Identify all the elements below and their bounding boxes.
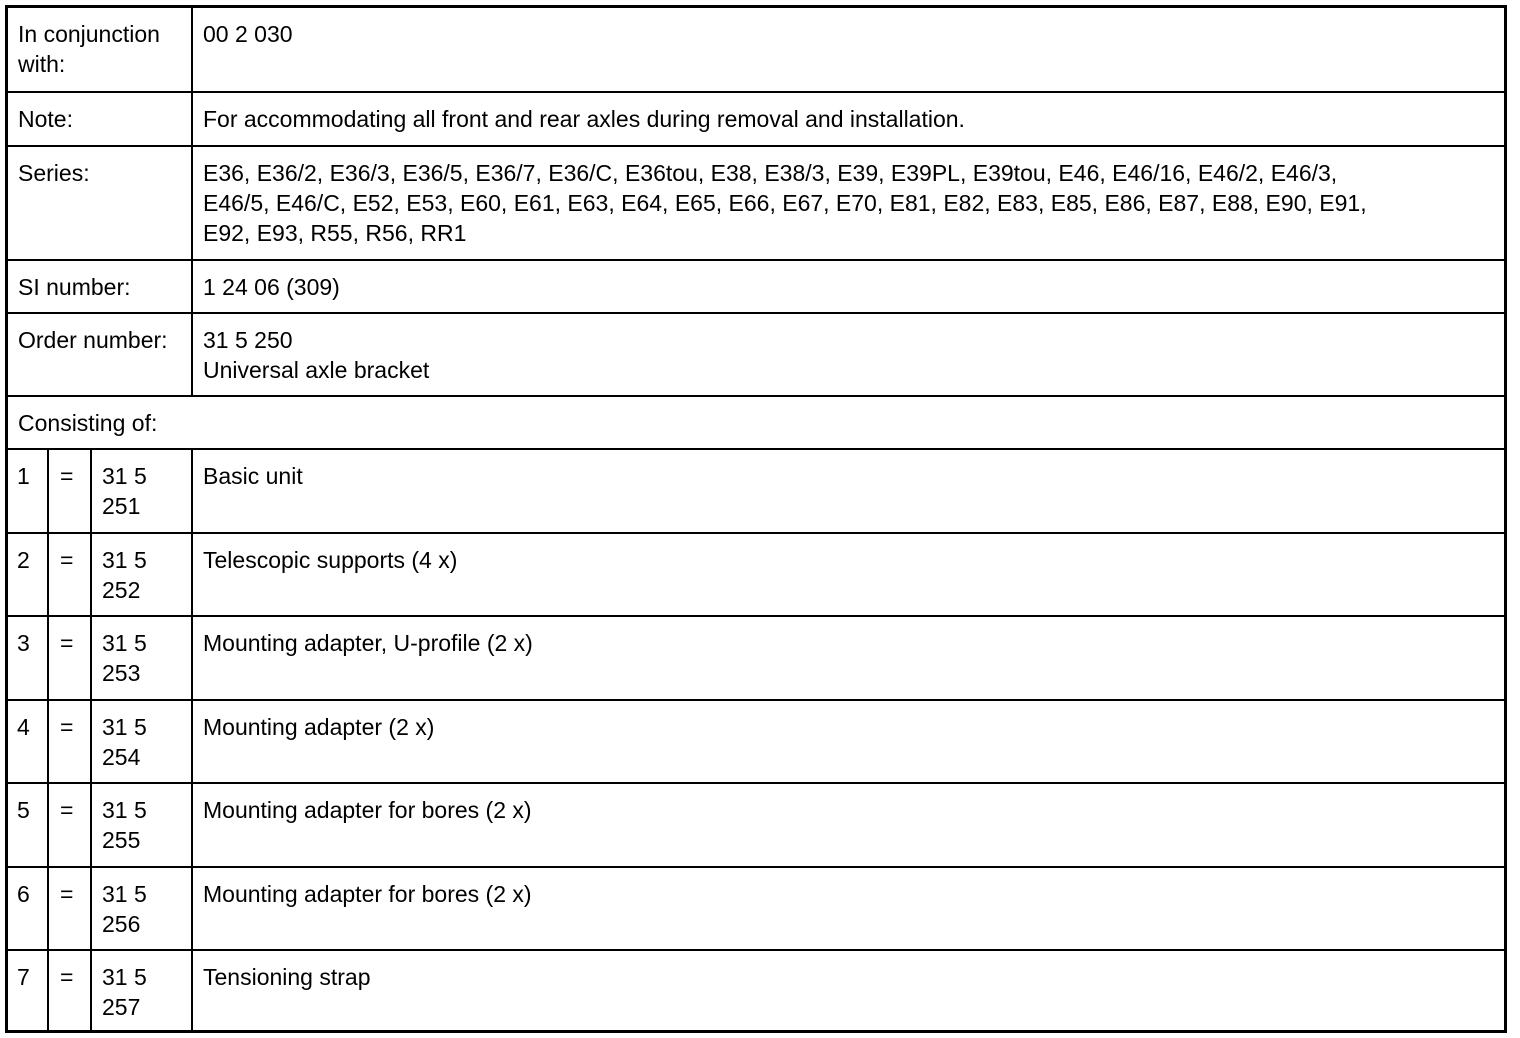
part-number: 31 5 255 [90,784,191,866]
part-row [8,699,1504,782]
part-description: Basic unit [191,450,1504,532]
row-note [8,91,1504,145]
label-note: Note: [18,106,73,132]
part-row [8,532,1504,615]
part-equals: = [47,450,90,532]
part-equals: = [47,617,90,699]
part-index: 5 [17,797,30,823]
tool-info-table [5,5,1507,1033]
consisting-of-label: Consisting of: [18,410,158,436]
value-note: For accommodating all front and rear axles during removal and installation. [191,93,1504,145]
part-equals: = [47,534,90,615]
part-row [8,949,1504,1030]
part-equals: = [47,951,90,1030]
value-si-number: 1 24 06 (309) [191,261,1504,312]
part-row [8,615,1504,699]
part-description: Mounting adapter for bores (2 x) [191,784,1504,866]
part-row [8,866,1504,949]
label-si-number: SI number: [18,274,131,300]
row-series [8,145,1504,259]
value-series: E36, E36/2, E36/3, E36/5, E36/7, E36/C, E36tou, E38, E38/3, E39, E39PL, E39tou, E46, E46/16, E46/2, E46/3, E46/5, E46/C, E52, E53, E60, E61, E63, E64, E65, E66, E67, E70, E81, E82, E83, E85, E86, E87, E88, E90, E91, E92, E93, R55, R56, RR1 [191,147,1504,259]
part-index: 6 [17,881,30,907]
part-description: Telescopic supports (4 x) [191,534,1504,615]
part-description: Mounting adapter for bores (2 x) [191,868,1504,949]
label-order-number: Order number: [18,327,168,353]
part-equals: = [47,868,90,949]
label-series: Series: [18,160,90,186]
part-index: 3 [17,630,30,656]
part-description: Tensioning strap [191,951,1504,1030]
part-row [8,782,1504,866]
label-in-conjunction: In conjunction with: [18,21,160,77]
part-number: 31 5 253 [90,617,191,699]
row-in-conjunction [8,8,1504,91]
part-number: 31 5 254 [90,701,191,782]
part-index: 4 [17,714,30,740]
row-order-number [8,312,1504,395]
part-equals: = [47,701,90,782]
part-row [8,448,1504,532]
row-consisting-of [8,395,1504,448]
part-index: 7 [17,964,30,990]
part-number: 31 5 256 [90,868,191,949]
part-description: Mounting adapter (2 x) [191,701,1504,782]
part-equals: = [47,784,90,866]
part-index: 1 [17,463,30,489]
value-order-number: 31 5 250 Universal axle bracket [191,314,1504,395]
part-number: 31 5 252 [90,534,191,615]
part-number: 31 5 257 [90,951,191,1030]
part-number: 31 5 251 [90,450,191,532]
part-description: Mounting adapter, U-profile (2 x) [191,617,1504,699]
row-si-number [8,259,1504,312]
value-in-conjunction: 00 2 030 [191,8,1504,91]
part-index: 2 [17,547,30,573]
